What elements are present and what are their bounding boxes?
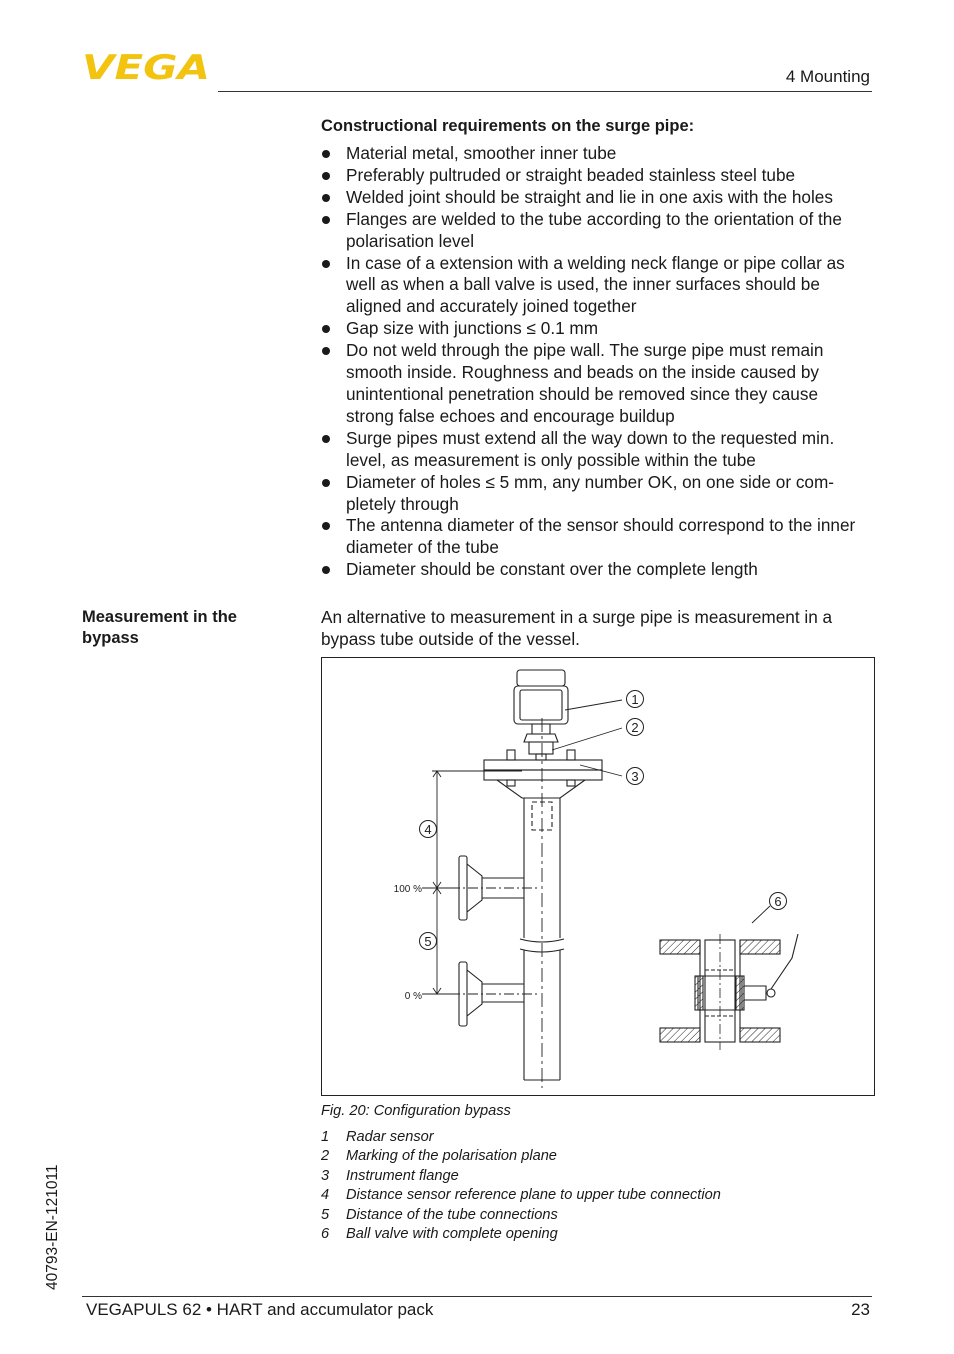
legend-number: 1: [321, 1129, 330, 1145]
legend-text: Distance of the tube connections: [346, 1206, 558, 1223]
vega-logo: [82, 52, 212, 82]
footer-product: VEGAPULS 62 • HART and accumulator pack: [86, 1300, 434, 1319]
marker-5: 5: [424, 934, 432, 949]
bypass-figure: [321, 657, 875, 1096]
legend-item: [321, 1186, 721, 1205]
surge-pipe-section: [321, 115, 869, 581]
legend-number: 6: [321, 1226, 330, 1243]
legend-number: 5: [321, 1206, 330, 1223]
list-item: Material metal, smoother inner tube: [321, 143, 869, 165]
bypass-intro: An alternative to measurement in a surge pipe is measurement in a bypass tube outside of the vessel.: [321, 607, 833, 649]
figure-legend: [321, 1128, 721, 1244]
list-item: Diameter should be constant over the complete length: [321, 559, 869, 581]
sensor-cap: [517, 670, 565, 686]
logo-text: VEGA: [82, 52, 210, 82]
surge-pipe-heading: Constructional requirements on the surge pipe:: [321, 117, 695, 135]
legend-text: Radar sensor: [346, 1129, 434, 1145]
level-0-label: 0 %: [404, 991, 422, 1002]
legend-number: 2: [321, 1148, 330, 1165]
legend-item: [321, 1206, 721, 1225]
bypass-drawing: [322, 658, 876, 1097]
legend-text: Distance sensor reference plane to upper tube connection: [346, 1187, 721, 1204]
section-title: 4 Mounting: [785, 67, 870, 86]
legend-item: [321, 1225, 721, 1244]
legend-text: Marking of the polarisation plane: [346, 1148, 557, 1165]
requirements-list: [321, 143, 869, 581]
list-item: Gap size with junctions ≤ 0.1 mm: [321, 318, 869, 340]
marker-1: 1: [631, 692, 639, 707]
bypass-side-title: Measurement in the bypass: [82, 608, 237, 647]
list-item: Do not weld through the pipe wall. The surge pipe must remain smooth inside. Roughness and beads on the inside caused by unintentional penetration should be removed since they cause strong false echoes and encourage buildup: [321, 340, 869, 428]
sensor-housing: [514, 686, 568, 724]
figure-caption: Fig. 20: Configuration bypass: [321, 1103, 511, 1119]
legend-number: 3: [321, 1167, 330, 1184]
list-item: Surge pipes must extend all the way down to the requested min. level, as measurement is only possible within the tube: [321, 428, 869, 472]
legend-text: Instrument flange: [346, 1167, 459, 1184]
list-item: Preferably pultruded or straight beaded stainless steel tube: [321, 165, 869, 187]
legend-text: Ball valve with complete opening: [346, 1226, 558, 1243]
marker-4: 4: [424, 822, 432, 837]
marker-6: 6: [774, 894, 782, 909]
list-item: Welded joint should be straight and lie in one axis with the holes: [321, 187, 869, 209]
header-divider: [218, 91, 872, 92]
legend-item: [321, 1147, 721, 1166]
legend-number: 4: [321, 1187, 330, 1204]
instrument-flange-upper: [484, 760, 602, 770]
instrument-flange-lower: [484, 770, 602, 780]
legend-item: [321, 1167, 721, 1186]
list-item: In case of a extension with a welding neck flange or pipe collar as well as when a ball valve is used, the inner surfaces should be aligned and accurately joined together: [321, 253, 869, 319]
legend-item: [321, 1128, 721, 1147]
list-item: The antenna diameter of the sensor should correspond to the inner diameter of the tube: [321, 515, 869, 559]
ball-valve: [660, 934, 798, 1050]
page-number: 23: [851, 1300, 870, 1319]
list-item: Flanges are welded to the tube according to the orientation of the polarisation level: [321, 209, 869, 253]
marker-3: 3: [631, 769, 639, 784]
marker-2: 2: [631, 720, 639, 735]
document-id: 40793-EN-121011: [44, 1164, 61, 1290]
footer-divider: [82, 1296, 872, 1297]
list-item: Diameter of holes ≤ 5 mm, any number OK, on one side or com-pletely through: [321, 472, 869, 516]
level-100-label: 100 %: [393, 884, 422, 895]
